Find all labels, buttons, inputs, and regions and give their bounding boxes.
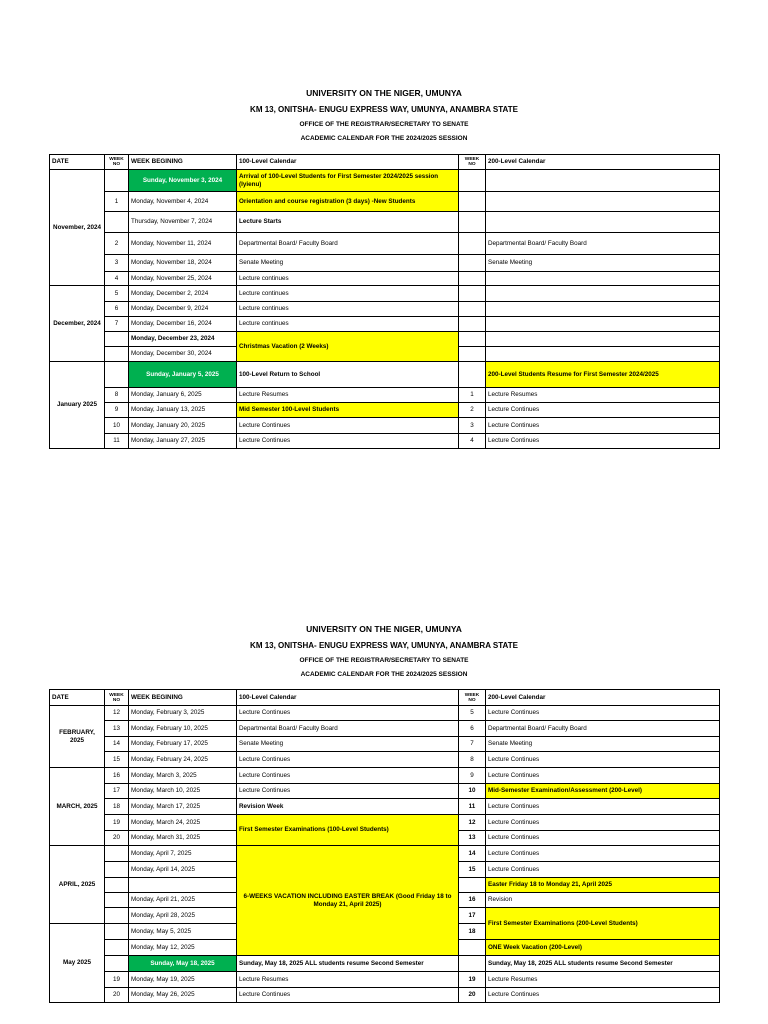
week-no-200 (459, 272, 486, 286)
event-200: Lecture Continues (486, 768, 720, 784)
table-row (50, 434, 720, 449)
calendar-page-2 (0, 624, 768, 679)
week-no (105, 940, 129, 956)
event-200 (486, 212, 720, 233)
event-200: Lecture Continues (486, 815, 720, 831)
week-no: 11 (105, 434, 129, 449)
week-no-200 (459, 212, 486, 233)
week-no-200: 18 (459, 924, 486, 940)
calendar-table-2 (49, 689, 720, 1003)
table-row (50, 286, 720, 302)
week-beginning: Monday, January 13, 2025 (129, 403, 237, 418)
week-beginning: Monday, May 5, 2025 (129, 924, 237, 940)
table-header-row (50, 155, 720, 170)
table-row (50, 737, 720, 752)
event-100: Lecture Continues (237, 418, 459, 434)
event-200: Lecture Continues (486, 403, 720, 418)
calendar-title: ACADEMIC CALENDAR FOR THE 2024/2025 SESSION (300, 135, 468, 142)
week-no-200: 16 (459, 893, 486, 908)
week-no-200: 5 (459, 706, 486, 721)
week-no-200 (459, 192, 486, 212)
week-no: 20 (105, 988, 129, 1003)
week-no (105, 878, 129, 893)
office-title: OFFICE OF THE REGISTRAR/SECRETARY TO SENATE (299, 121, 469, 128)
week-no: 9 (105, 403, 129, 418)
table-row (50, 799, 720, 815)
event-200 (486, 332, 720, 347)
week-no (105, 347, 129, 362)
table-row (50, 784, 720, 799)
event-200: 200-Level Students Resume for First Semester 2024/2025 (486, 362, 720, 388)
week-no (105, 362, 129, 388)
table-row (50, 815, 720, 831)
week-no (105, 908, 129, 924)
event-200: Lecture Continues (486, 418, 720, 434)
week-no (105, 893, 129, 908)
event-100: Mid Semester 100-Level Students (237, 403, 459, 418)
event-100: Lecture Continues (237, 706, 459, 721)
week-no: 14 (105, 737, 129, 752)
week-beginning: Monday, November 11, 2024 (129, 233, 237, 255)
week-no: 13 (105, 721, 129, 737)
event-200: Lecture Continues (486, 434, 720, 449)
month-cell: May 2025 (50, 924, 105, 1003)
table-row (50, 233, 720, 255)
week-no-200 (459, 332, 486, 347)
table-row (50, 332, 720, 347)
week-no-200 (459, 940, 486, 956)
week-no-200: 12 (459, 815, 486, 831)
event-100: Arrival of 100-Level Students for First Semester 2024/2025 session (Iyienu) (237, 170, 459, 192)
week-no-200: 6 (459, 721, 486, 737)
col-week-beginning: WEEK BEGINING (129, 690, 237, 706)
month-cell: November, 2024 (50, 170, 105, 286)
col-100-level: 100-Level Calendar (237, 155, 459, 170)
university-name: UNIVERSITY ON THE NIGER, UMUNYA (306, 88, 462, 98)
col-200-level: 200-Level Calendar (486, 690, 720, 706)
week-no-200 (459, 233, 486, 255)
event-100: Lecture Continues (237, 434, 459, 449)
event-100: Departmental Board/ Faculty Board (237, 233, 459, 255)
week-no (105, 956, 129, 972)
week-beginning: Monday, April 14, 2025 (129, 862, 237, 878)
week-beginning (129, 878, 237, 893)
event-200: Sunday, May 18, 2025 ALL students resume Second Semester (486, 956, 720, 972)
week-no (105, 212, 129, 233)
event-200 (486, 170, 720, 192)
university-name: UNIVERSITY ON THE NIGER, UMUNYA (306, 624, 462, 634)
week-beginning: Monday, February 3, 2025 (129, 706, 237, 721)
week-beginning: Monday, December 16, 2024 (129, 317, 237, 332)
week-no-200 (459, 255, 486, 272)
event-200: Senate Meeting (486, 737, 720, 752)
week-beginning: Monday, January 6, 2025 (129, 388, 237, 403)
month-cell: FEBRUARY, 2025 (50, 706, 105, 768)
week-beginning: Sunday, January 5, 2025 (129, 362, 237, 388)
week-no: 6 (105, 302, 129, 317)
table-row (50, 302, 720, 317)
table-row (50, 388, 720, 403)
month-cell: January 2025 (50, 362, 105, 449)
event-200: Lecture Continues (486, 706, 720, 721)
event-200: Departmental Board/ Faculty Board (486, 233, 720, 255)
week-no: 20 (105, 831, 129, 846)
event-200: Lecture Continues (486, 799, 720, 815)
event-200 (486, 192, 720, 212)
week-no: 17 (105, 784, 129, 799)
week-beginning: Monday, March 24, 2025 (129, 815, 237, 831)
week-beginning: Monday, November 18, 2024 (129, 255, 237, 272)
week-no (105, 924, 129, 940)
event-200 (486, 272, 720, 286)
event-100: Lecture Resumes (237, 388, 459, 403)
week-beginning: Sunday, May 18, 2025 (129, 956, 237, 972)
event-100: Sunday, May 18, 2025 ALL students resume Second Semester (237, 956, 459, 972)
calendar-page-1 (0, 88, 768, 143)
table-row (50, 170, 720, 192)
event-200: Senate Meeting (486, 255, 720, 272)
event-200: Lecture Continues (486, 752, 720, 768)
week-beginning: Monday, December 23, 2024 (129, 332, 237, 347)
week-beginning: Monday, March 31, 2025 (129, 831, 237, 846)
week-no: 5 (105, 286, 129, 302)
table-row (50, 721, 720, 737)
week-no-200: 3 (459, 418, 486, 434)
week-no (105, 332, 129, 347)
event-100: Senate Meeting (237, 255, 459, 272)
event-200: Lecture Continues (486, 831, 720, 846)
week-no: 2 (105, 233, 129, 255)
week-no-200 (459, 362, 486, 388)
week-no-200: 9 (459, 768, 486, 784)
event-200: Lecture Continues (486, 988, 720, 1003)
table-row (50, 192, 720, 212)
col-week-no-200: WEEK NO (459, 690, 486, 706)
event-200: Mid-Semester Examination/Assessment (200-Level) (486, 784, 720, 799)
table-row (50, 362, 720, 388)
week-beginning: Monday, November 25, 2024 (129, 272, 237, 286)
week-no-200 (459, 347, 486, 362)
event-100: Orientation and course registration (3 days) -New Students (237, 192, 459, 212)
week-beginning: Monday, February 24, 2025 (129, 752, 237, 768)
col-100-level: 100-Level Calendar (237, 690, 459, 706)
event-200: Lecture Continues (486, 862, 720, 878)
table-row (50, 972, 720, 988)
week-no (105, 846, 129, 862)
event-200: Lecture Resumes (486, 972, 720, 988)
event-100: First Semester Examinations (100-Level Students) (237, 815, 459, 846)
event-200: Lecture Continues (486, 846, 720, 862)
month-cell: December, 2024 (50, 286, 105, 362)
event-200 (486, 317, 720, 332)
event-100: Departmental Board/ Faculty Board (237, 721, 459, 737)
week-no: 16 (105, 768, 129, 784)
week-beginning: Monday, April 28, 2025 (129, 908, 237, 924)
event-100: Revision Week (237, 799, 459, 815)
week-beginning: Monday, May 26, 2025 (129, 988, 237, 1003)
week-beginning: Thursday, November 7, 2024 (129, 212, 237, 233)
table-row (50, 988, 720, 1003)
week-beginning: Monday, February 10, 2025 (129, 721, 237, 737)
event-100: Lecture continues (237, 286, 459, 302)
university-address: KM 13, ONITSHA- ENUGU EXPRESS WAY, UMUNYA, ANAMBRA STATE (250, 641, 518, 650)
event-100-vacation: 6-WEEKS VACATION INCLUDING EASTER BREAK (Good Friday 18 to Monday 21, April 2025) (237, 846, 459, 956)
week-no-200: 10 (459, 784, 486, 799)
event-200 (486, 347, 720, 362)
week-beginning: Monday, April 7, 2025 (129, 846, 237, 862)
week-no: 15 (105, 752, 129, 768)
week-no-200: 1 (459, 388, 486, 403)
week-no: 8 (105, 388, 129, 403)
week-beginning: Monday, April 21, 2025 (129, 893, 237, 908)
week-no: 10 (105, 418, 129, 434)
week-no-200 (459, 956, 486, 972)
week-beginning: Monday, December 2, 2024 (129, 286, 237, 302)
week-no-200: 20 (459, 988, 486, 1003)
week-no-200: 2 (459, 403, 486, 418)
week-no: 1 (105, 192, 129, 212)
col-date: DATE (50, 690, 105, 706)
col-week-no: WEEK NO (105, 155, 129, 170)
week-beginning: Monday, March 3, 2025 (129, 768, 237, 784)
header-1 (0, 88, 768, 143)
week-no (105, 170, 129, 192)
event-100: Lecture Continues (237, 768, 459, 784)
table-row (50, 418, 720, 434)
event-100: Lecture continues (237, 317, 459, 332)
university-address: KM 13, ONITSHA- ENUGU EXPRESS WAY, UMUNYA, ANAMBRA STATE (250, 105, 518, 114)
col-200-level: 200-Level Calendar (486, 155, 720, 170)
calendar-table-1 (49, 154, 720, 449)
table-row (50, 403, 720, 418)
week-no: 7 (105, 317, 129, 332)
week-no-200: 15 (459, 862, 486, 878)
table-row (50, 272, 720, 286)
month-cell: APRIL, 2025 (50, 846, 105, 924)
event-100: Christmas Vacation (2 Weeks) (237, 332, 459, 362)
week-no-200: 4 (459, 434, 486, 449)
week-no: 18 (105, 799, 129, 815)
week-beginning: Monday, November 4, 2024 (129, 192, 237, 212)
event-100: Senate Meeting (237, 737, 459, 752)
event-200 (486, 302, 720, 317)
event-100: Lecture Resumes (237, 972, 459, 988)
table-row (50, 706, 720, 721)
table-row (50, 956, 720, 972)
week-no-200: 13 (459, 831, 486, 846)
event-100: Lecture continues (237, 272, 459, 286)
week-no: 4 (105, 272, 129, 286)
col-week-no-200: WEEK NO (459, 155, 486, 170)
event-100: Lecture Continues (237, 988, 459, 1003)
week-no-200 (459, 170, 486, 192)
week-no-200 (459, 302, 486, 317)
event-200 (486, 286, 720, 302)
event-100: Lecture Starts (237, 212, 459, 233)
week-no-200 (459, 317, 486, 332)
week-no (105, 862, 129, 878)
week-beginning: Monday, March 17, 2025 (129, 799, 237, 815)
office-title: OFFICE OF THE REGISTRAR/SECRETARY TO SENATE (299, 657, 469, 664)
week-beginning: Monday, December 9, 2024 (129, 302, 237, 317)
event-100: Lecture continues (237, 302, 459, 317)
header-2 (0, 624, 768, 679)
table-row (50, 768, 720, 784)
week-no-200: 14 (459, 846, 486, 862)
week-no: 3 (105, 255, 129, 272)
table-row (50, 317, 720, 332)
table-row (50, 752, 720, 768)
event-200: Lecture Resumes (486, 388, 720, 403)
week-no: 12 (105, 706, 129, 721)
month-cell: MARCH, 2025 (50, 768, 105, 846)
event-100: 100-Level Return to School (237, 362, 459, 388)
week-beginning: Monday, January 27, 2025 (129, 434, 237, 449)
week-no-200: 7 (459, 737, 486, 752)
event-200: Easter Friday 18 to Monday 21, April 2025 (486, 878, 720, 893)
week-no: 19 (105, 815, 129, 831)
col-week-no: WEEK NO (105, 690, 129, 706)
event-200: ONE Week Vacation (200-Level) (486, 940, 720, 956)
week-no-200: 11 (459, 799, 486, 815)
week-no-200: 8 (459, 752, 486, 768)
week-no-200: 17 (459, 908, 486, 924)
week-no: 19 (105, 972, 129, 988)
col-date: DATE (50, 155, 105, 170)
week-beginning: Monday, January 20, 2025 (129, 418, 237, 434)
event-200: First Semester Examinations (200-Level Students) (486, 908, 720, 940)
calendar-title: ACADEMIC CALENDAR FOR THE 2024/2025 SESSION (300, 671, 468, 678)
event-200: Revision (486, 893, 720, 908)
week-beginning: Monday, February 17, 2025 (129, 737, 237, 752)
table-row (50, 846, 720, 862)
week-beginning: Monday, March 10, 2025 (129, 784, 237, 799)
week-no-200: 19 (459, 972, 486, 988)
week-beginning: Sunday, November 3, 2024 (129, 170, 237, 192)
col-week-beginning: WEEK BEGINING (129, 155, 237, 170)
week-no-200 (459, 286, 486, 302)
week-beginning: Monday, May 12, 2025 (129, 940, 237, 956)
table-row (50, 212, 720, 233)
week-beginning: Monday, December 30, 2024 (129, 347, 237, 362)
event-100: Lecture Continues (237, 784, 459, 799)
table-row (50, 255, 720, 272)
week-no-200 (459, 878, 486, 893)
event-200: Departmental Board/ Faculty Board (486, 721, 720, 737)
event-100: Lecture Continues (237, 752, 459, 768)
table-header-row (50, 690, 720, 706)
week-beginning: Monday, May 19, 2025 (129, 972, 237, 988)
